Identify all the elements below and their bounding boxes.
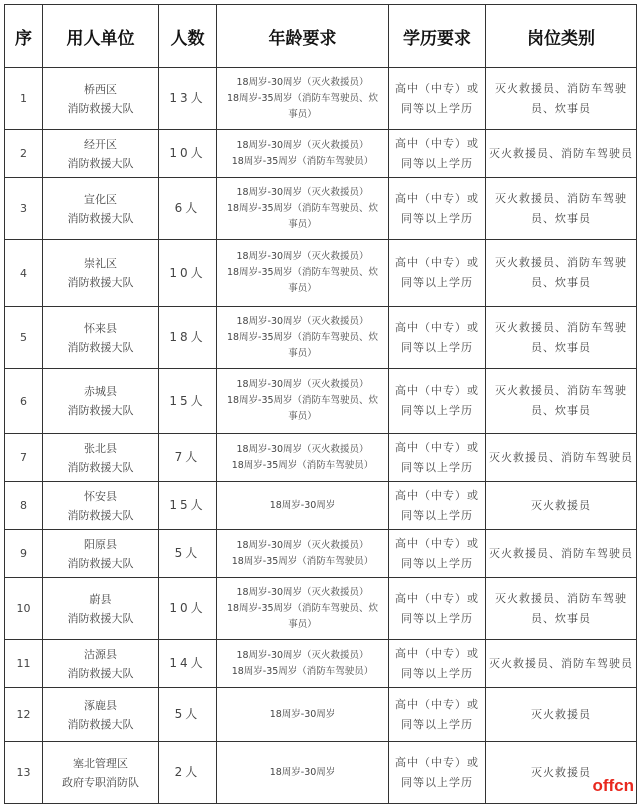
table-row (5, 688, 637, 742)
cell-line: 员、炊事员 (531, 101, 591, 115)
cell-line: 18周岁-30周岁（灭火救援员） (236, 443, 369, 455)
cell-unit (43, 369, 159, 434)
header-no: 序 (5, 5, 43, 68)
cell-line: 员、炊事员 (531, 611, 591, 625)
cell-age (217, 434, 389, 482)
cell-line: 员、炊事员 (531, 211, 591, 225)
cell-no: 2 (5, 130, 43, 178)
cell-line: 灭火救援员、消防车驾驶 (495, 384, 627, 397)
table-row (5, 178, 637, 240)
cell-unit (43, 578, 159, 640)
header-count: 人数 (159, 5, 217, 68)
cell-age (217, 578, 389, 640)
cell-line: 灭火救援员、消防车驾驶员 (489, 450, 633, 464)
cell-line: 18周岁-30周岁（灭火救援员） (236, 251, 369, 262)
cell-line: 塞北管理区 (73, 756, 128, 770)
cell-line: 消防救援大队 (67, 340, 134, 354)
cell-no: 12 (5, 688, 43, 742)
cell-count: 7人 (159, 434, 217, 482)
cell-line: 灭火救援员、消防车驾驶员 (489, 546, 633, 560)
cell-line: 同等以上学历 (401, 460, 473, 474)
cell-unit (43, 482, 159, 530)
cell-line: 18周岁-35周岁（消防车驾驶员） (231, 555, 374, 567)
cell-line: 事员） (288, 108, 317, 120)
cell-line: 18周岁-35周岁（消防车驾驶员、炊 (226, 202, 379, 214)
cell-line: 消防救援大队 (67, 460, 134, 474)
cell-line: 灭火救援员、消防车驾驶 (495, 191, 627, 205)
cell-no: 9 (5, 530, 43, 578)
cell-line: 桥西区 (84, 82, 117, 96)
table-row (5, 369, 637, 434)
cell-line: 同等以上学历 (401, 508, 473, 522)
cell-line: 灭火救援员、消防车驾驶 (495, 320, 627, 334)
cell-line: 同等以上学历 (401, 101, 473, 115)
cell-age (217, 130, 389, 178)
cell-line: 消防救援大队 (67, 156, 134, 170)
cell-education (389, 742, 486, 804)
cell-count: 10人 (159, 240, 217, 307)
cell-line: 消防救援大队 (67, 611, 134, 625)
cell-line: 18周岁-30周岁 (269, 499, 336, 511)
cell-no: 8 (5, 482, 43, 530)
cell-position (486, 130, 637, 178)
cell-line: 事员） (288, 218, 317, 230)
cell-line: 事员） (288, 347, 317, 359)
cell-line: 同等以上学历 (401, 340, 473, 354)
cell-position (486, 640, 637, 688)
cell-line: 高中（中专）或 (395, 256, 479, 269)
header-unit: 用人单位 (43, 5, 159, 68)
cell-count: 13人 (159, 68, 217, 130)
cell-line: 18周岁-30周岁（灭火救援员） (236, 139, 369, 151)
cell-age (217, 742, 389, 804)
cell-line: 高中（中专）或 (395, 646, 479, 660)
cell-position (486, 307, 637, 369)
cell-line: 消防救援大队 (67, 556, 134, 570)
cell-line: 18周岁-30周岁（灭火救援员） (236, 76, 369, 88)
cell-unit (43, 130, 159, 178)
cell-line: 高中（中专）或 (395, 488, 479, 502)
cell-line: 事员） (288, 283, 317, 294)
cell-position (486, 240, 637, 307)
cell-line: 高中（中专）或 (395, 81, 479, 95)
cell-line: 消防救援大队 (67, 101, 134, 115)
cell-unit (43, 178, 159, 240)
cell-count: 18人 (159, 307, 217, 369)
cell-line: 灭火救援员、消防车驾驶 (495, 81, 627, 95)
cell-education (389, 369, 486, 434)
cell-line: 事员） (288, 411, 317, 422)
cell-unit (43, 688, 159, 742)
cell-line: 18周岁-35周岁（消防车驾驶员、炊 (226, 267, 379, 278)
cell-line: 赤城县 (84, 385, 117, 398)
cell-count: 10人 (159, 130, 217, 178)
cell-age (217, 530, 389, 578)
table-row (5, 307, 637, 369)
cell-position (486, 434, 637, 482)
cell-count: 5人 (159, 530, 217, 578)
header-position: 岗位类别 (486, 5, 637, 68)
cell-line: 18周岁-30周岁（灭火救援员） (236, 315, 369, 327)
cell-education (389, 240, 486, 307)
cell-line: 灭火救援员、消防车驾驶员 (489, 656, 633, 670)
cell-line: 高中（中专）或 (395, 136, 479, 150)
cell-line: 消防救援大队 (67, 666, 134, 680)
cell-line: 灭火救援员、消防车驾驶 (495, 256, 627, 269)
cell-unit (43, 68, 159, 130)
cell-no: 6 (5, 369, 43, 434)
cell-education (389, 307, 486, 369)
cell-count: 15人 (159, 482, 217, 530)
cell-line: 同等以上学历 (401, 775, 473, 789)
cell-age (217, 307, 389, 369)
cell-unit (43, 530, 159, 578)
cell-line: 18周岁-35周岁（消防车驾驶员、炊 (226, 602, 379, 614)
cell-no: 1 (5, 68, 43, 130)
cell-line: 沽源县 (84, 647, 117, 661)
cell-count: 2人 (159, 742, 217, 804)
table-row (5, 742, 637, 804)
cell-line: 18周岁-35周岁（消防车驾驶员、炊 (226, 395, 379, 406)
cell-line: 员、炊事员 (531, 404, 591, 417)
cell-line: 消防救援大队 (67, 508, 134, 522)
cell-line: 宣化区 (84, 192, 117, 206)
cell-unit (43, 434, 159, 482)
cell-education (389, 530, 486, 578)
cell-count: 14人 (159, 640, 217, 688)
cell-age (217, 240, 389, 307)
cell-line: 同等以上学历 (401, 404, 473, 417)
cell-line: 怀来县 (84, 321, 117, 335)
cell-line: 蔚县 (89, 592, 112, 606)
cell-line: 消防救援大队 (67, 717, 134, 731)
cell-line: 消防救援大队 (67, 211, 134, 225)
cell-line: 灭火救援员、消防车驾驶员 (489, 146, 633, 160)
header-row (5, 5, 637, 68)
cell-education (389, 578, 486, 640)
cell-unit (43, 307, 159, 369)
cell-line: 高中（中专）或 (395, 440, 479, 454)
cell-line: 高中（中专）或 (395, 320, 479, 334)
cell-line: 高中（中专）或 (395, 191, 479, 205)
cell-no: 5 (5, 307, 43, 369)
cell-line: 同等以上学历 (401, 211, 473, 225)
cell-line: 灭火救援员 (531, 707, 591, 721)
cell-no: 3 (5, 178, 43, 240)
cell-count: 10人 (159, 578, 217, 640)
cell-line: 同等以上学历 (401, 156, 473, 170)
cell-position (486, 369, 637, 434)
cell-line: 张北县 (84, 441, 117, 455)
cell-line: 灭火救援员 (531, 498, 591, 512)
cell-education (389, 482, 486, 530)
cell-age (217, 68, 389, 130)
cell-no: 4 (5, 240, 43, 307)
cell-line: 事员） (288, 618, 317, 630)
cell-line: 阳原县 (84, 537, 117, 551)
table-row (5, 640, 637, 688)
cell-line: 高中（中专）或 (395, 755, 479, 769)
table-row (5, 434, 637, 482)
cell-line: 同等以上学历 (401, 611, 473, 625)
cell-line: 怀安县 (84, 489, 117, 503)
cell-line: 灭火救援员 (531, 765, 591, 779)
cell-unit (43, 640, 159, 688)
cell-no: 13 (5, 742, 43, 804)
cell-education (389, 434, 486, 482)
cell-position (486, 530, 637, 578)
cell-education (389, 688, 486, 742)
cell-position (486, 178, 637, 240)
cell-no: 11 (5, 640, 43, 688)
cell-line: 18周岁-35周岁（消防车驾驶员） (231, 665, 374, 677)
cell-line: 政府专职消防队 (62, 775, 139, 789)
cell-education (389, 640, 486, 688)
cell-position (486, 482, 637, 530)
cell-age (217, 369, 389, 434)
cell-line: 18周岁-30周岁（灭火救援员） (236, 379, 369, 390)
cell-line: 高中（中专）或 (395, 591, 479, 605)
cell-line: 崇礼区 (84, 257, 117, 270)
cell-age (217, 178, 389, 240)
cell-line: 同等以上学历 (401, 666, 473, 680)
cell-line: 同等以上学历 (401, 556, 473, 570)
cell-count: 6人 (159, 178, 217, 240)
cell-education (389, 68, 486, 130)
header-age: 年龄要求 (217, 5, 389, 68)
cell-line: 18周岁-35周岁（消防车驾驶员） (231, 155, 374, 167)
cell-line: 消防救援大队 (67, 404, 134, 417)
table-row (5, 578, 637, 640)
cell-line: 经开区 (84, 137, 117, 151)
cell-line: 高中（中专）或 (395, 536, 479, 550)
cell-count: 15人 (159, 369, 217, 434)
cell-line: 消防救援大队 (67, 276, 134, 289)
cell-no: 10 (5, 578, 43, 640)
cell-line: 18周岁-30周岁 (269, 708, 336, 720)
cell-line: 涿鹿县 (84, 698, 117, 712)
cell-line: 18周岁-35周岁（消防车驾驶员、炊 (226, 92, 379, 104)
table-row (5, 240, 637, 307)
cell-line: 18周岁-30周岁（灭火救援员） (236, 539, 369, 551)
cell-line: 高中（中专）或 (395, 697, 479, 711)
cell-age (217, 640, 389, 688)
cell-line: 同等以上学历 (401, 717, 473, 731)
offcn-logo: offcn (592, 776, 634, 795)
cell-unit (43, 742, 159, 804)
cell-line: 18周岁-30周岁（灭火救援员） (236, 649, 369, 661)
cell-age (217, 482, 389, 530)
cell-no: 7 (5, 434, 43, 482)
cell-line: 灭火救援员、消防车驾驶 (495, 591, 627, 605)
cell-position (486, 578, 637, 640)
cell-education (389, 178, 486, 240)
cell-line: 18周岁-35周岁（消防车驾驶员、炊 (226, 331, 379, 343)
cell-line: 18周岁-35周岁（消防车驾驶员） (231, 459, 374, 471)
cell-line: 18周岁-30周岁（灭火救援员） (236, 186, 369, 198)
cell-line: 18周岁-30周岁（灭火救援员） (236, 586, 369, 598)
cell-line: 18周岁-30周岁 (269, 766, 336, 778)
cell-line: 员、炊事员 (531, 276, 591, 289)
table-row (5, 68, 637, 130)
cell-line: 同等以上学历 (401, 276, 473, 289)
cell-position (486, 688, 637, 742)
recruitment-table (4, 4, 637, 804)
cell-position (486, 68, 637, 130)
table-row (5, 530, 637, 578)
table-row (5, 130, 637, 178)
cell-line: 高中（中专）或 (395, 384, 479, 397)
cell-line: 员、炊事员 (531, 340, 591, 354)
cell-education (389, 130, 486, 178)
cell-count: 5人 (159, 688, 217, 742)
table-row (5, 482, 637, 530)
header-education: 学历要求 (389, 5, 486, 68)
cell-unit (43, 240, 159, 307)
cell-age (217, 688, 389, 742)
